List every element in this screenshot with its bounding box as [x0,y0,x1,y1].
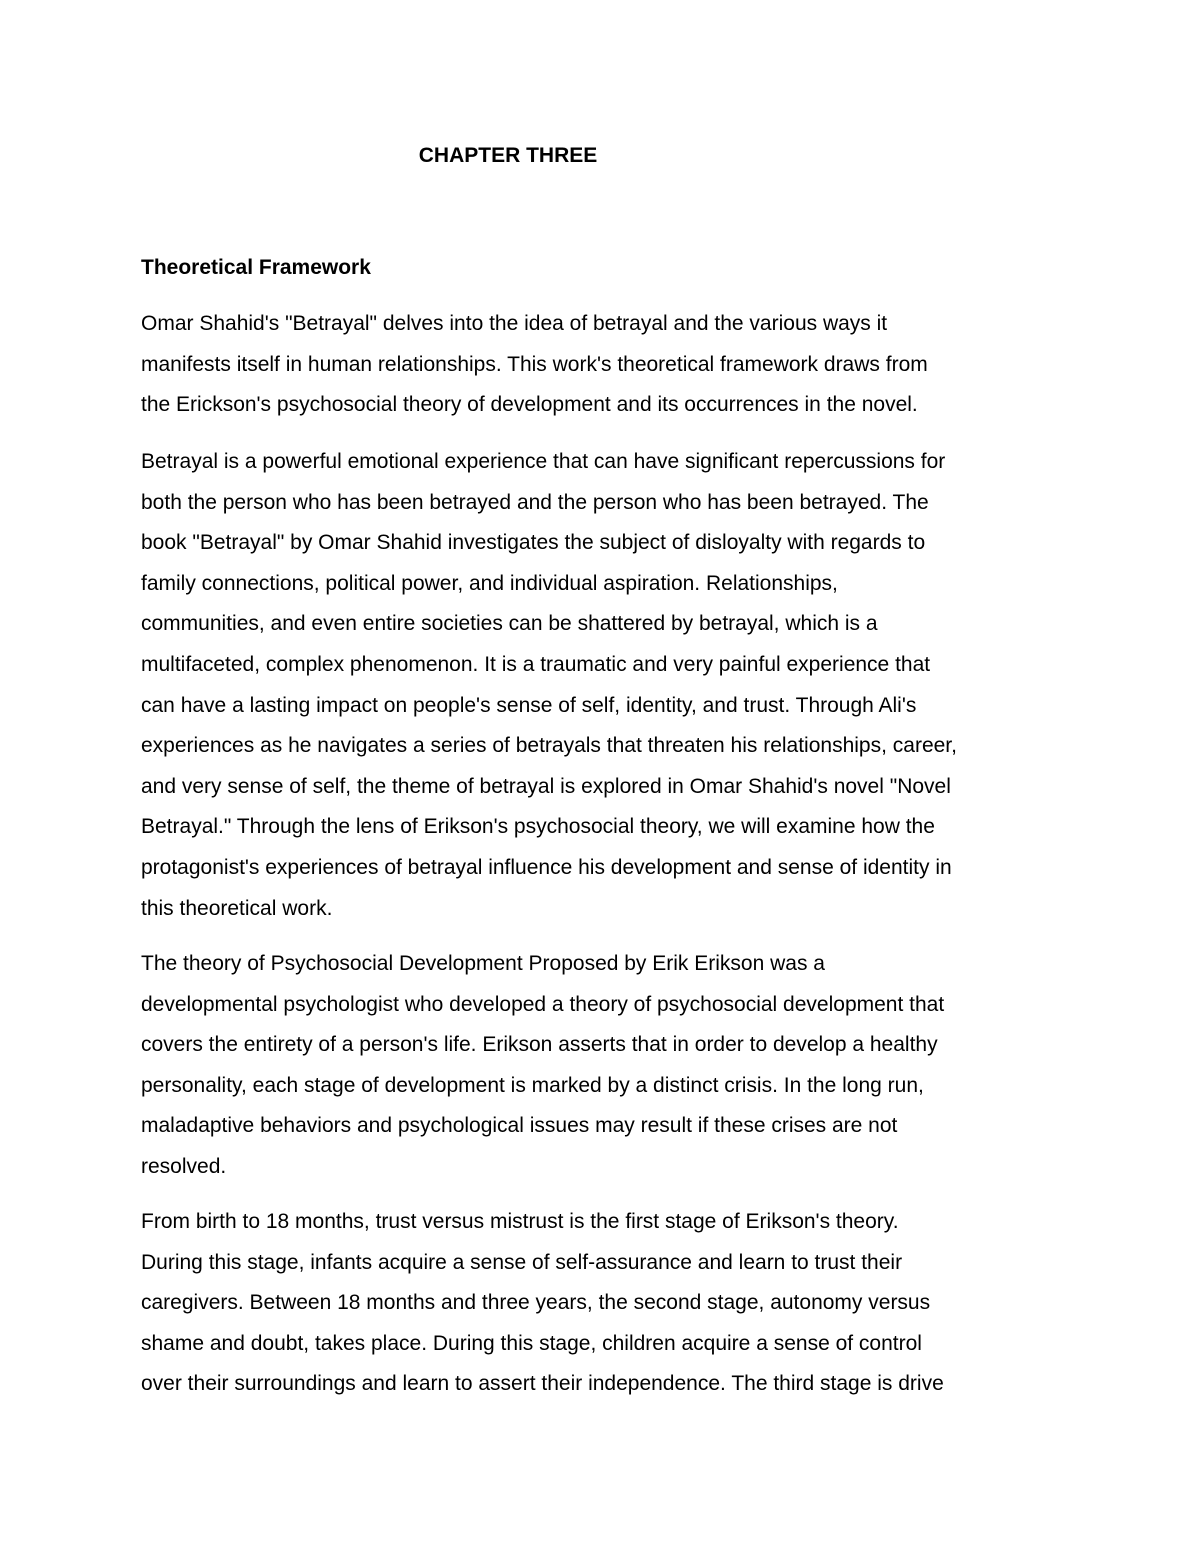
paragraph-betrayal [141,442,1061,929]
text-line: The theory of Psychosocial Development Proposed by Erik Erikson was a [141,952,825,975]
text-line: family connections, political power, and individual aspiration. Relationships, [141,571,838,595]
section-heading: Theoretical Framework [141,256,371,279]
paragraph-erikson-theory [141,944,1061,1188]
text-line: Omar Shahid's "Betrayal" delves into the idea of betrayal and the various ways it [141,312,888,335]
text-line: Betrayal is a powerful emotional experience that can have significant repercussions for [141,450,946,473]
text-line: over their surroundings and learn to assert their independence. The third stage is drive [141,1372,944,1396]
text-line: shame and doubt, takes place. During this stage, children acquire a sense of control [141,1331,922,1355]
text-line: protagonist's experiences of betrayal influence his development and sense of identity in [141,855,952,879]
text-line: multifaceted, complex phenomenon. It is a traumatic and very painful experience that [141,652,931,676]
text-line: developmental psychologist who developed a theory of psychosocial development that [141,992,945,1016]
chapter-title: CHAPTER THREE [418,144,598,167]
text-line: maladaptive behaviors and psychological issues may result if these crises are not [141,1114,898,1138]
text-line: both the person who has been betrayed and the person who has been betrayed. The [141,490,929,514]
text-line: caregivers. Between 18 months and three years, the second stage, autonomy versus [141,1291,931,1315]
text-line: book "Betrayal" by Omar Shahid investigates the subject of disloyalty with regards to [141,531,926,555]
text-line: During this stage, infants acquire a sense of self-assurance and learn to trust their [141,1250,903,1274]
text-line: can have a lasting impact on people's sense of self, identity, and trust. Through Ali's [141,693,917,717]
text-line: personality, each stage of development is marked by a distinct crisis. In the long run, [141,1073,924,1097]
paragraph-intro [141,304,1061,426]
text-line: the Erickson's psychosocial theory of development and its occurrences in the novel. [141,393,918,417]
text-line: resolved. [141,1154,227,1178]
text-line: and very sense of self, the theme of betrayal is explored in Omar Shahid's novel "Novel [141,774,951,798]
text-line: Betrayal." Through the lens of Erikson's psychosocial theory, we will examine how the [141,815,935,839]
text-line: From birth to 18 months, trust versus mistrust is the first stage of Erikson's theory. [141,1210,899,1233]
text-line: covers the entirety of a person's life. Erikson asserts that in order to develop a healthy [141,1033,938,1057]
text-line: this theoretical work. [141,896,333,920]
paragraph-stages [141,1202,1061,1405]
text-line: communities, and even entire societies can be shattered by betrayal, which is a [141,612,878,636]
text-line: experiences as he navigates a series of betrayals that threaten his relationships, career, [141,734,957,758]
text-line: manifests itself in human relationships. This work's theoretical framework draws from [141,352,928,376]
